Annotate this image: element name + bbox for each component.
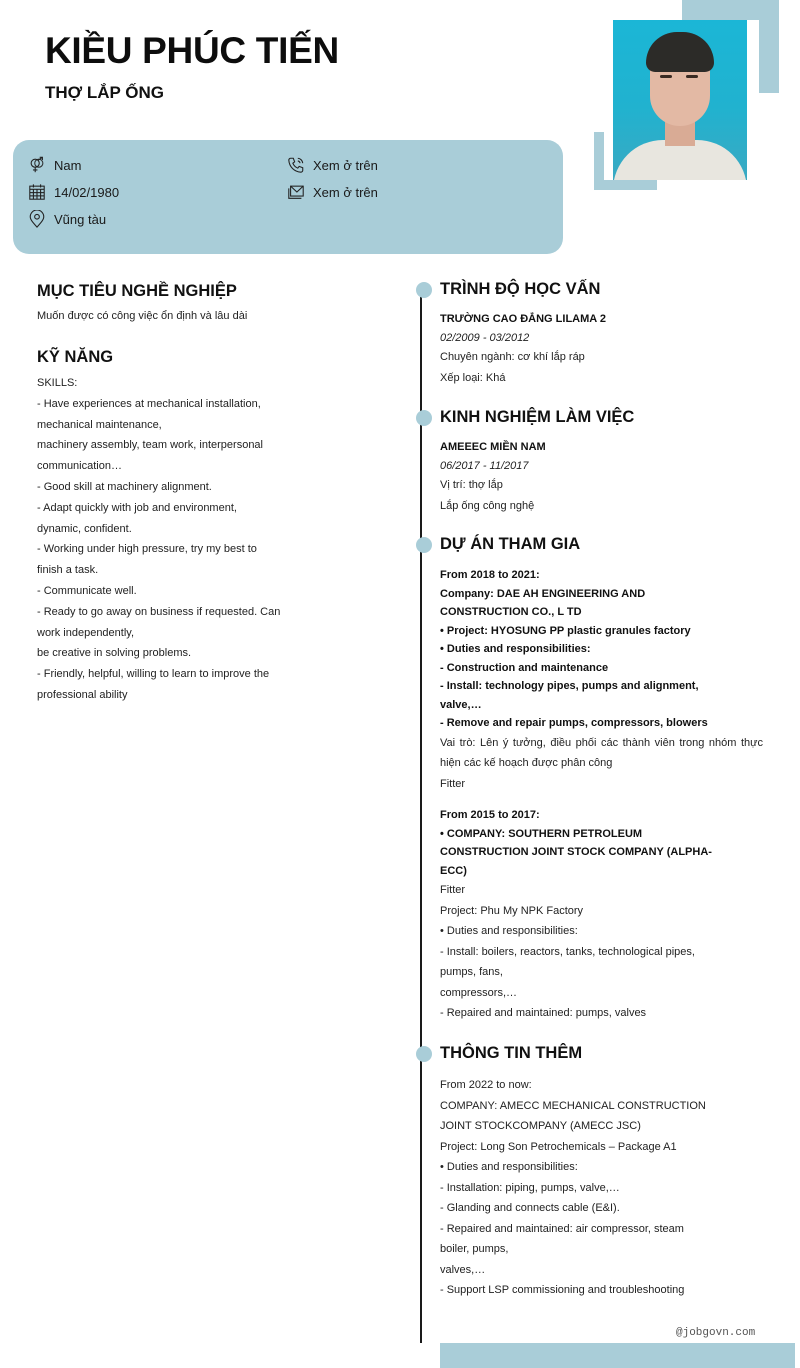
watermark: @jobgovn.com xyxy=(676,1327,756,1339)
additional-line: • Duties and responsibilities: xyxy=(440,1161,578,1173)
project-line: • Duties and responsibilities: xyxy=(440,925,578,937)
skills-line: - Adapt quickly with job and environment, xyxy=(37,501,237,514)
profile-photo xyxy=(613,20,747,180)
project-entry-2 xyxy=(440,806,712,1024)
mail-icon xyxy=(287,183,305,201)
project-line: CONSTRUCTION JOINT STOCK COMPANY (ALPHA- xyxy=(440,846,712,858)
project-line: Company: DAE AH ENGINEERING AND xyxy=(440,587,646,600)
location-pin-icon xyxy=(28,210,46,228)
contact-panel xyxy=(13,140,563,254)
skills-line: machinery assembly, team work, interpersonal xyxy=(37,439,263,452)
project-line: From 2015 to 2017: xyxy=(440,809,540,821)
project-line: Fitter xyxy=(440,884,466,896)
project-line: CONSTRUCTION CO., L TD xyxy=(440,606,582,618)
phone-value: Xem ở trên xyxy=(313,157,378,173)
contact-email xyxy=(287,182,378,202)
education-grade: Xếp loại: Khá xyxy=(440,371,506,384)
project-line: - Install: boilers, reactors, tanks, technological pipes, xyxy=(440,945,695,958)
project-position: Fitter xyxy=(440,777,466,790)
projects-title: DỰ ÁN THAM GIA xyxy=(440,535,581,553)
project-role: Vai trò: Lên ý tưởng, điều phối các thành viên trong nhóm thực hiện các kế hoạch được phân công xyxy=(440,736,763,769)
project-line: • Duties and responsibilities: xyxy=(440,643,591,655)
skills-line: - Ready to go away on business if requested. Can xyxy=(37,605,281,618)
contact-phone xyxy=(287,155,378,175)
additional-line: boiler, pumps, xyxy=(440,1243,509,1255)
gender-icon xyxy=(28,156,46,174)
project-line: - Install: technology pipes, pumps and alignment, xyxy=(440,680,699,692)
skills-line: - Good skill at machinery alignment. xyxy=(37,480,212,493)
job-title: THỢ LẮP ỐNG xyxy=(45,83,165,102)
address-value: Vũng tàu xyxy=(54,211,107,227)
timeline-dot xyxy=(416,537,432,553)
contact-address xyxy=(28,209,106,229)
project-line: From 2018 to 2021: xyxy=(440,569,540,581)
project-line: • Project: HYOSUNG PP plastic granules factory xyxy=(440,624,691,637)
skills-line: be creative in solving problems. xyxy=(37,647,192,660)
calendar-icon xyxy=(28,183,46,201)
experience-title: KINH NGHIỆM LÀM VIỆC xyxy=(440,408,635,426)
skills-line: - Communicate well. xyxy=(37,584,137,597)
additional-entry xyxy=(440,1075,706,1301)
birthday-value: 14/02/1980 xyxy=(54,184,120,200)
skills-line: finish a task. xyxy=(37,564,99,577)
education-title: TRÌNH ĐỘ HỌC VẤN xyxy=(440,280,601,298)
footer-accent-bar xyxy=(440,1343,795,1368)
education-major: Chuyên ngành: cơ khí lắp ráp xyxy=(440,351,585,363)
education-entry xyxy=(440,310,606,388)
project-entry-1 xyxy=(440,566,763,794)
skills-line: work independently, xyxy=(37,626,135,639)
contact-birthday xyxy=(28,182,119,202)
timeline-dot xyxy=(416,282,432,298)
skills-line: dynamic, confident. xyxy=(37,522,132,535)
additional-line: - Glanding and connects cable (E&I). xyxy=(440,1202,620,1214)
skills-title: KỸ NĂNG xyxy=(37,348,114,366)
experience-description: Lắp ống công nghệ xyxy=(440,499,535,512)
additional-line: - Support LSP commissioning and troubleshooting xyxy=(440,1284,685,1296)
project-line: valve,… xyxy=(440,698,482,711)
experience-position: Vị trí: thợ lắp xyxy=(440,479,503,491)
objective-text: Muốn được có công việc ổn định và lâu dài xyxy=(37,310,248,322)
project-line: • COMPANY: SOUTHERN PETROLEUM xyxy=(440,827,643,840)
additional-line: - Repaired and maintained: air compressor, steam xyxy=(440,1222,684,1235)
experience-company: AMEEEC MIỀN NAM xyxy=(440,441,546,453)
additional-line: valves,… xyxy=(440,1263,486,1276)
objective-title: MỤC TIÊU NGHỀ NGHIỆP xyxy=(37,282,237,300)
skills-list xyxy=(37,373,280,706)
skills-line: - Friendly, helpful, willing to learn to improve the xyxy=(37,668,270,681)
timeline-dot xyxy=(416,410,432,426)
photo-frame-right-bar xyxy=(759,0,779,93)
additional-line: From 2022 to now: xyxy=(440,1079,532,1091)
contact-gender xyxy=(28,155,81,175)
experience-entry xyxy=(440,438,546,516)
photo-frame-bottom-bar xyxy=(594,180,657,190)
project-line: pumps, fans, xyxy=(440,966,503,978)
gender-value: Nam xyxy=(54,157,82,173)
project-line: compressors,… xyxy=(440,986,518,999)
skills-line: communication… xyxy=(37,460,122,473)
project-line: - Remove and repair pumps, compressors, blowers xyxy=(440,717,708,729)
additional-line: JOINT STOCKCOMPANY (AMECC JSC) xyxy=(440,1120,641,1132)
additional-title: THÔNG TIN THÊM xyxy=(440,1044,583,1062)
skills-line: mechanical maintenance, xyxy=(37,418,162,431)
skills-line: professional ability xyxy=(37,688,128,701)
project-line: - Repaired and maintained: pumps, valves xyxy=(440,1007,647,1019)
additional-line: Project: Long Son Petrochemicals – Package A1 xyxy=(440,1140,677,1153)
skills-line: - Working under high pressure, try my best to xyxy=(37,543,257,556)
experience-period: 06/2017 - 11/2017 xyxy=(440,459,529,472)
project-line: Project: Phu My NPK Factory xyxy=(440,904,584,917)
project-line: - Construction and maintenance xyxy=(440,661,609,674)
project-line: ECC) xyxy=(440,864,467,877)
education-school: TRƯỜNG CAO ĐẲNG LILAMA 2 xyxy=(440,313,606,325)
additional-line: COMPANY: AMECC MECHANICAL CONSTRUCTION xyxy=(440,1099,706,1112)
education-period: 02/2009 - 03/2012 xyxy=(440,331,530,344)
timeline-dot xyxy=(416,1046,432,1062)
skills-line: SKILLS: xyxy=(37,377,78,389)
candidate-name: KIỀU PHÚC TIẾN xyxy=(45,30,339,71)
additional-line: - Installation: piping, pumps, valve,… xyxy=(440,1181,620,1194)
email-value: Xem ở trên xyxy=(313,184,378,200)
phone-icon xyxy=(287,156,305,174)
timeline-line xyxy=(420,290,422,1343)
skills-line: - Have experiences at mechanical installation, xyxy=(37,397,261,410)
